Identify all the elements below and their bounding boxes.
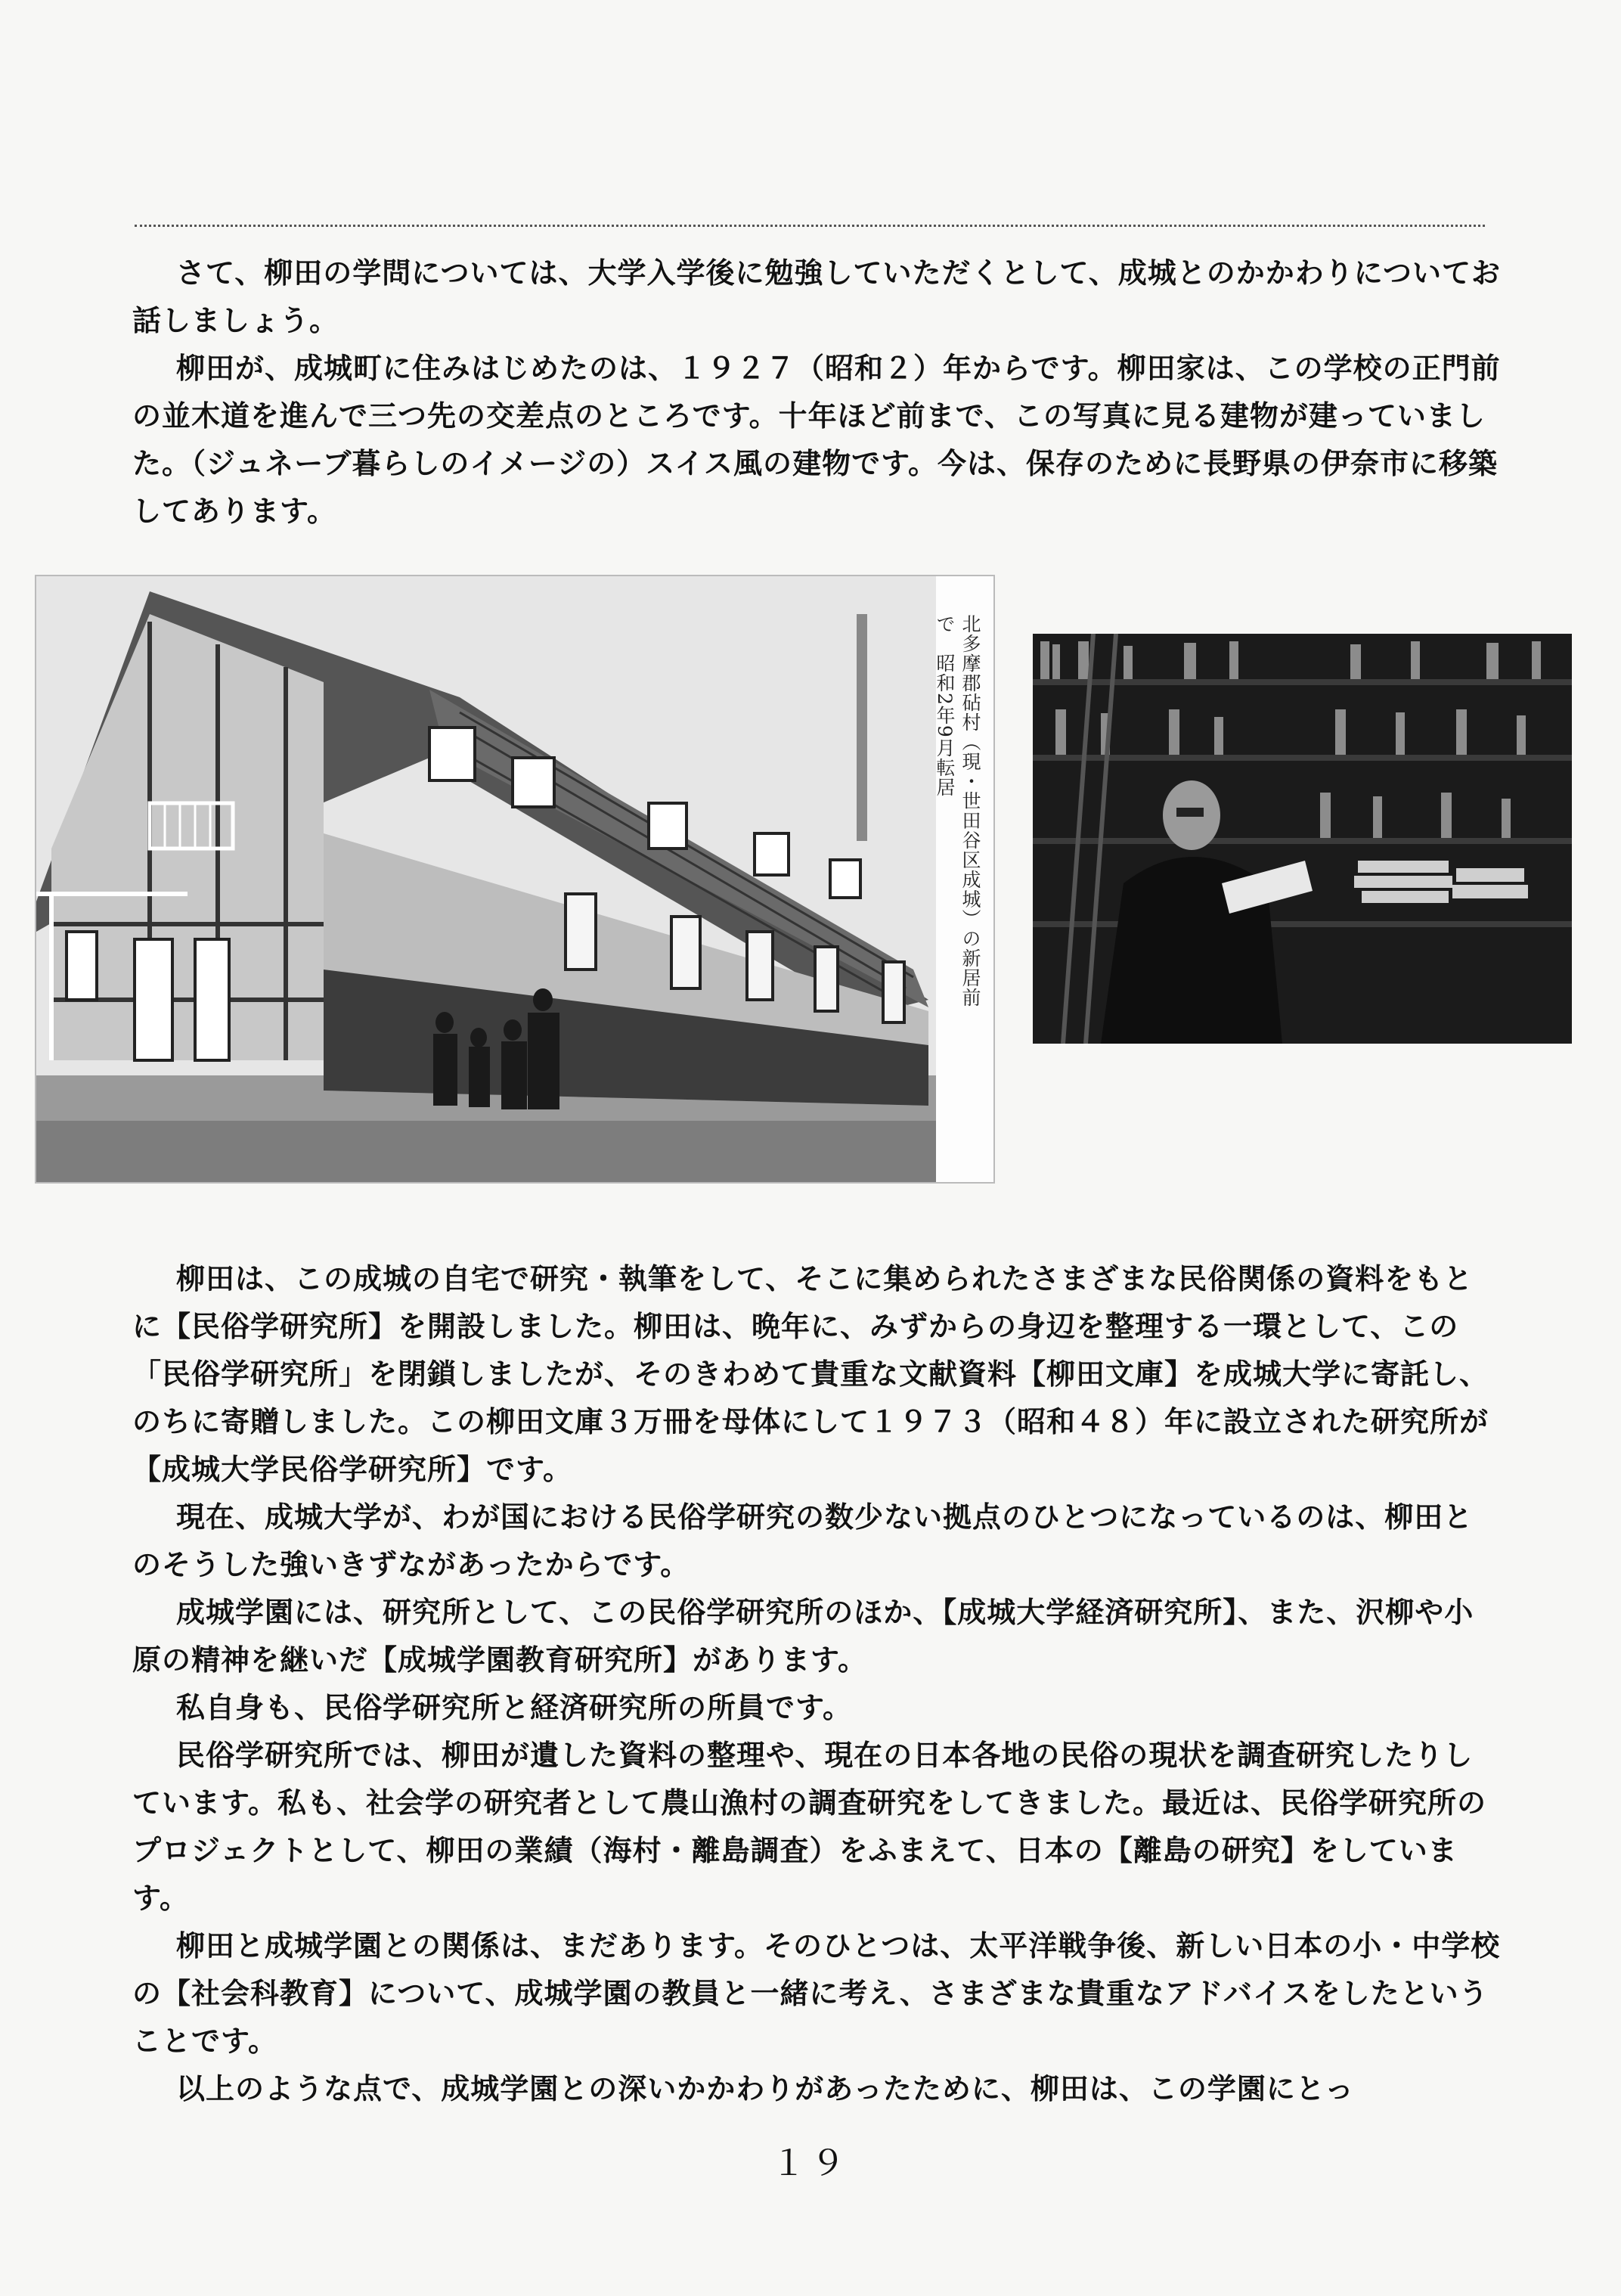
house-illustration xyxy=(36,576,993,1182)
paragraph-institute: 柳田は、この成城の自宅で研究・執筆をして、そこに集められたさまざまな民俗関係の資料をもとに【民俗学研究所】を開設しました。柳田は、晩年に、みずからの身辺を整理する一環として、この「民俗学研究所」を閉鎖しましたが、そのきわめて貴重な文献資料【柳田文庫】を成城大学に寄託し、のちに寄贈しました。この柳田文庫３万冊を母体にして１９７３（昭和４８）年に設立された研究所が【成城大学民俗学研究所】です。 xyxy=(132,1262,1489,1486)
paragraph-closing: 以上のような点で、成城学園との深いかかわりがあったために、柳田は、この学園にとっ xyxy=(176,2072,1355,2105)
photo-caption: 北多摩郡砧村（現・世田谷区成城）の新居前で 昭和2年9月転居 xyxy=(934,614,981,1007)
photo-library xyxy=(1033,634,1572,1044)
paragraph-activities: 民俗学研究所では、柳田が遺した資料の整理や、現在の日本各地の民俗の現状を調査研究したりしています。私も、社会学の研究者として農山漁村の調査研究をしてきました。最近は、民俗学研究所のプロジェクトとして、柳田の業績（海村・離島調査）をふまえて、日本の【離島の研究】をしています。 xyxy=(132,1739,1486,1915)
photo-yanagita-house xyxy=(35,575,995,1184)
page-number: １９ xyxy=(771,2142,850,2183)
paragraph-education: 柳田と成城学園との関係は、まだあります。そのひとつは、太平洋戦争後、新しい日本の小・中学校の【社会科教育】について、成城学園の教員と一緒に考え、さまざまな貴重なアドバイスをしたということです。 xyxy=(132,1929,1501,2058)
paragraph-center: 現在、成城大学が、わが国における民俗学研究の数少ない拠点のひとつになっているのは、柳田とのそうした強いきずながあったからです。 xyxy=(132,1500,1474,1581)
paragraph-intro: さて、柳田の学問については、大学入学後に勉強していただくとして、成城とのかかわりについてお話しましょう。 xyxy=(132,256,1501,337)
paragraph-research-institutes: 成城学園には、研究所として、この民俗学研究所のほか、【成城大学経済研究所】、また、沢柳や小原の精神を継いだ【成城学園教育研究所】があります。 xyxy=(132,1596,1474,1677)
library-illustration xyxy=(1033,634,1572,1044)
dotted-divider xyxy=(135,225,1485,227)
paragraph-membership: 私自身も、民俗学研究所と経済研究所の所員です。 xyxy=(176,1691,852,1724)
paragraph-residence: 柳田が、成城町に住みはじめたのは、１９２７（昭和２）年からです。柳田家は、この学校の正門前の並木道を進んで三つ先の交差点のところです。十年ほど前まで、この写真に見る建物が建っていました。（ジュネーブ暮らしのイメージの）スイス風の建物です。今は、保存のために長野県の伊奈市に移築してあります。 xyxy=(132,352,1501,528)
